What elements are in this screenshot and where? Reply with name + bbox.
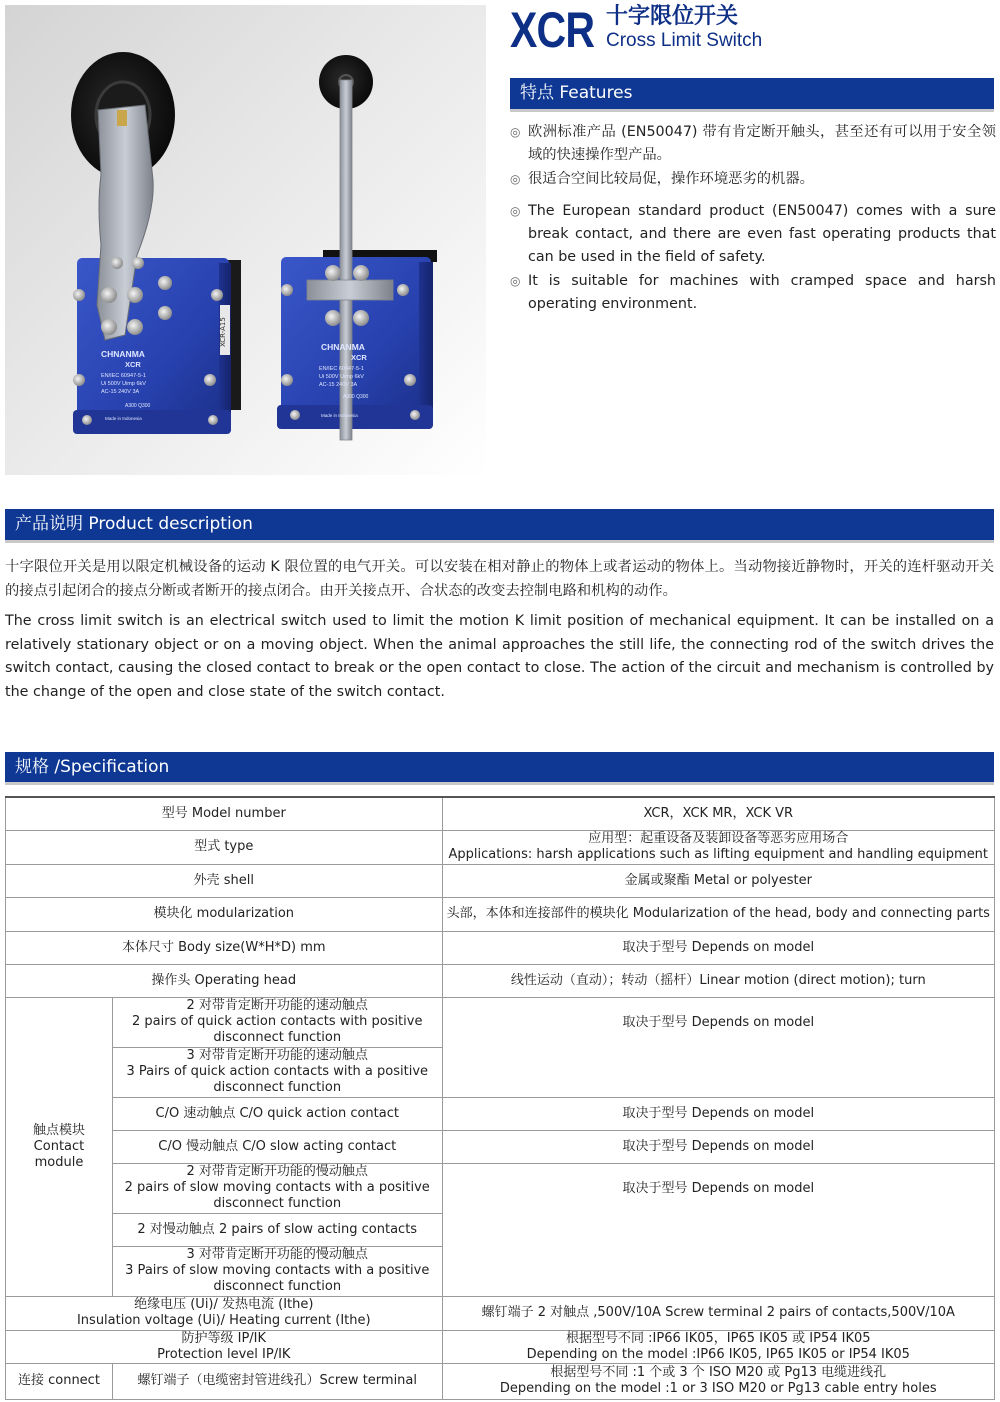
left-label-made: Made in Indonesia: [105, 416, 142, 421]
spec-sublabel: 2 对带肯定断开功能的速动触点 2 pairs of quick action contacts with positive disconnect function: [112, 997, 442, 1047]
spec-label: 型号 Model number: [6, 797, 443, 830]
table-row: [6, 897, 995, 931]
bullet-icon: ◎: [510, 274, 521, 288]
spec-sublabel: 螺钉端子（电缆密封管进线孔）Screw terminal: [112, 1363, 442, 1399]
table-row: [6, 1163, 995, 1213]
spec-value: 金属或聚酯 Metal or polyester: [442, 864, 994, 897]
table-row: [6, 1296, 995, 1330]
table-row: [6, 864, 995, 897]
spec-label: 外壳 shell: [6, 864, 443, 897]
spec-label: 模块化 modularization: [6, 897, 443, 931]
spec-label: 连接 connect: [6, 1363, 113, 1399]
table-row: [6, 1363, 995, 1399]
spec-value: 应用型：起重设备及装卸设备等恶劣应用场合 Applications: harsh applications such as lifting equipment and handling equipment: [442, 830, 994, 864]
right-brand-text: CHNANMA: [321, 342, 365, 352]
spec-value: 根据型号不同 :IP66 IK05，IP65 IK05 或 IP54 IK05 Depending on the model :IP66 IK05, IP65 IK05 or IP54 IK05: [442, 1330, 994, 1363]
left-model-text: XCR: [125, 360, 141, 369]
spec-value: XCR，XCK MR，XCK VR: [442, 797, 994, 830]
right-label-line3: AC-15 240V 3A: [319, 382, 358, 388]
table-row: [6, 964, 995, 997]
left-brand-text: CHNANMA: [101, 349, 145, 359]
spec-label: 型式 type: [6, 830, 443, 864]
table-row: [6, 1097, 995, 1130]
right-label-line1: EN/IEC 60947-5-1: [319, 366, 364, 372]
spec-label: 本体尺寸 Body size(W*H*D) mm: [6, 931, 443, 964]
right-label-line2: Ui 500V Uimp 6kV: [319, 374, 364, 380]
description-heading: 产品说明 Product description: [5, 509, 994, 540]
features-heading: 特点 Features: [510, 78, 994, 109]
title-english: Cross Limit Switch: [606, 30, 763, 51]
table-row: [6, 931, 995, 964]
feature-item-4: ◎ It is suitable for machines with cramped space and harsh operating environment.: [510, 270, 996, 316]
table-row: [6, 1130, 995, 1163]
left-label-line2: Ui 500V Uimp 6kV: [101, 381, 146, 387]
left-label-line4: A300 Q300: [125, 403, 151, 409]
left-label-line3: AC-15 240V 3A: [101, 389, 140, 395]
table-row: [6, 830, 995, 864]
spec-sublabel: 2 对带肯定断开功能的慢动触点 2 pairs of slow moving contacts with a positive disconnect function: [112, 1163, 442, 1213]
description-english: The cross limit switch is an electrical switch used to limit the motion K limit position of mechanical equipment. It can be installed on a relatively stationary object or on a moving object. When the animal approaches the still life, the connecting rod of the switch drives the switch contact, causing the closed contact to break or the open contact to close. The action of the circuit and mechanism is controlled by the change of the open and close state of the switch contact.: [5, 613, 994, 700]
spec-label: 防护等级 IP/IK Protection level IP/IK: [6, 1330, 443, 1363]
contact-module-label: 触点模块 Contact module: [6, 997, 113, 1296]
spec-value: 根据型号不同 :1 个或 3 个 ISO M20 或 Pg13 电缆进线孔 Depending on the model :1 or 3 ISO M20 or Pg13 cable entry holes: [442, 1363, 994, 1399]
right-switch: [277, 55, 437, 440]
specification-table: [5, 796, 995, 1400]
spec-value: 取决于型号 Depends on model: [442, 931, 994, 964]
description-chinese: 十字限位开关是用以限定机械设备的运动 K 限位置的电气开关。可以安装在相对静止的物体上或者运动的物体上。当动物接近静物时，开关的连杆驱动开关的接点引起闭合的接点分断或者断开的接点闭合。由开关接点开、合状态的改变去控制电路和机构的动作。: [5, 559, 994, 599]
spec-sublabel: 3 对带肯定断开功能的速动触点 3 Pairs of quick action contacts with a positive disconnect function: [112, 1047, 442, 1097]
description-heading-shadow: [5, 540, 994, 543]
spec-sublabel: 3 对带肯定断开功能的慢动触点 3 Pairs of slow moving contacts with a positive disconnect function: [112, 1246, 442, 1296]
spec-value: 线性运动（直动）；转动（摇杆）Linear motion (direct motion); turn: [442, 964, 994, 997]
spec-sublabel: C/O 慢动触点 C/O slow acting contact: [112, 1130, 442, 1163]
table-row: [6, 797, 995, 830]
feature-item-3: ◎ The European standard product (EN50047) comes with a sure break contact, and there are even fast operating products that can be used in the field of safety.: [510, 200, 996, 269]
bullet-icon: ◎: [510, 172, 521, 186]
spec-value: 螺钉端子 2 对触点 ,500V/10A Screw terminal 2 pairs of contacts,500V/10A: [442, 1296, 994, 1330]
left-label-line1: EN/IEC 60947-5-1: [101, 373, 146, 379]
spec-value: 取决于型号 Depends on model: [442, 997, 994, 1097]
specification-heading: 规格 /Specification: [5, 752, 994, 782]
bullet-icon: ◎: [510, 204, 521, 218]
model-title: XCR: [510, 2, 595, 58]
spec-sublabel: 2 对慢动触点 2 pairs of slow acting contacts: [112, 1213, 442, 1246]
right-model-text: XCR: [351, 353, 367, 362]
features-heading-shadow: [510, 109, 994, 112]
spec-value: 取决于型号 Depends on model: [442, 1097, 994, 1130]
table-row: [6, 997, 995, 1047]
feature-item-2: ◎ 很适合空间比较局促，操作环境恶劣的机器。: [510, 168, 996, 191]
side-label: XCR-A15: [219, 317, 227, 347]
limit-switch-illustration: [5, 5, 486, 475]
spec-label: 操作头 Operating head: [6, 964, 443, 997]
feature-item-1: ◎ 欧洲标准产品 (EN50047) 带有肯定断开触头，甚至还有可以用于安全领域的快速操作型产品。: [510, 121, 996, 167]
spec-value: 头部，本体和连接部件的模块化 Modularization of the head, body and connecting parts: [442, 897, 994, 931]
bullet-icon: ◎: [510, 125, 521, 139]
spec-value: 取决于型号 Depends on model: [442, 1163, 994, 1296]
title-chinese: 十字限位开关: [606, 4, 739, 29]
product-photo: [5, 5, 486, 475]
spec-value: 取决于型号 Depends on model: [442, 1130, 994, 1163]
left-switch: [71, 52, 241, 434]
spec-sublabel: C/O 速动触点 C/O quick action contact: [112, 1097, 442, 1130]
right-label-line4: A300 Q300: [343, 394, 369, 400]
table-row: [6, 1330, 995, 1363]
right-label-made: Made in Indonesia: [321, 413, 358, 418]
specification-heading-shadow: [5, 782, 994, 785]
spec-label: 绝缘电压 (Ui)/ 发热电流 (Ithe) Insulation voltage (Ui)/ Heating current (Ithe): [6, 1296, 443, 1330]
